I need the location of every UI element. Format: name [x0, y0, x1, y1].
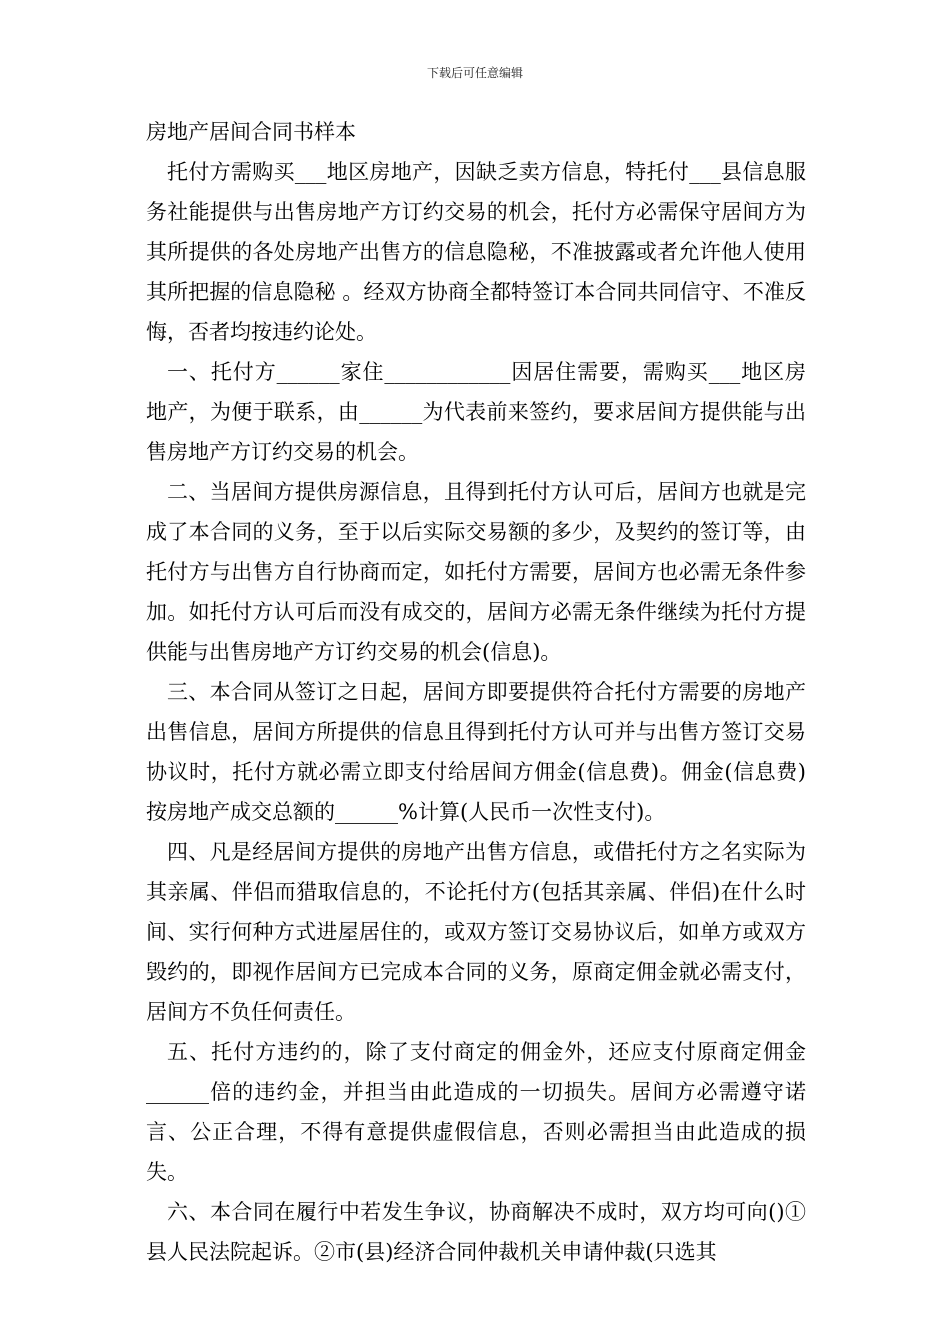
document-body — [146, 112, 806, 1272]
paragraph-clause-3: 三、本合同从签订之日起，居间方即要提供符合托付方需要的房地产出售信息，居间方所提供的信息且得到托付方认可并与出售方签订交易协议时，托付方就必需立即支付给居间方佣金(信息费)。佣金(信息费)按房地产成交总额的______%计算(人民币一次性支付)。 — [146, 680, 806, 824]
paragraph-clause-2: 二、当居间方提供房源信息，且得到托付方认可后，居间方也就是完成了本合同的义务，至于以后实际交易额的多少，及契约的签订等，由托付方与出售方自行协商而定，如托付方需要，居间方也必需无条件参加。如托付方认可后而没有成交的，居间方必需无条件继续为托付方提供能与出售房地产方订约交易的机会(信息)。 — [146, 480, 806, 664]
paragraph-intro: 托付方需购买___地区房地产，因缺乏卖方信息，特托付___县信息服务社能提供与出售房地产方订约交易的机会，托付方必需保守居间方为其所提供的各处房地产出售方的信息隐秘，不准披露或者允许他人使用其所把握的信息隐秘 。经双方协商全都特签订本合同共同信守、不准反悔，否者均按违约论处。 — [146, 160, 806, 344]
paragraph-clause-6: 六、本合同在履行中若发生争议，协商解决不成时，双方均可向()① 县人民法院起诉。②市(县)经济合同仲裁机关申请仲裁(只选其 — [146, 1200, 806, 1264]
paragraph-clause-5: 五、托付方违约的，除了支付商定的佣金外，还应支付原商定佣金______倍的违约金，并担当由此造成的一切损失。居间方必需遵守诺言、公正合理，不得有意提供虚假信息，否则必需担当由此造成的损失。 — [146, 1040, 806, 1184]
paragraph-clause-1: 一、托付方______家住____________因居住需要，需购买___地区房地产，为便于联系，由______为代表前来签约，要求居间方提供能与出售房地产方订约交易的机会。 — [146, 360, 806, 464]
page-header-note: 下载后可任意编辑 — [426, 66, 523, 80]
document-title: 房地产居间合同书样本 — [146, 120, 356, 144]
paragraph-clause-4: 四、凡是经居间方提供的房地产出售方信息，或借托付方之名实际为其亲属、伴侣而猎取信息的，不论托付方(包括其亲属、伴侣)在什么时间、实行何种方式进屋居住的，或双方签订交易协议后，如单方或双方毁约的，即视作居间方已完成本合同的义务，原商定佣金就必需支付，居间方不负任何责任。 — [146, 840, 806, 1024]
